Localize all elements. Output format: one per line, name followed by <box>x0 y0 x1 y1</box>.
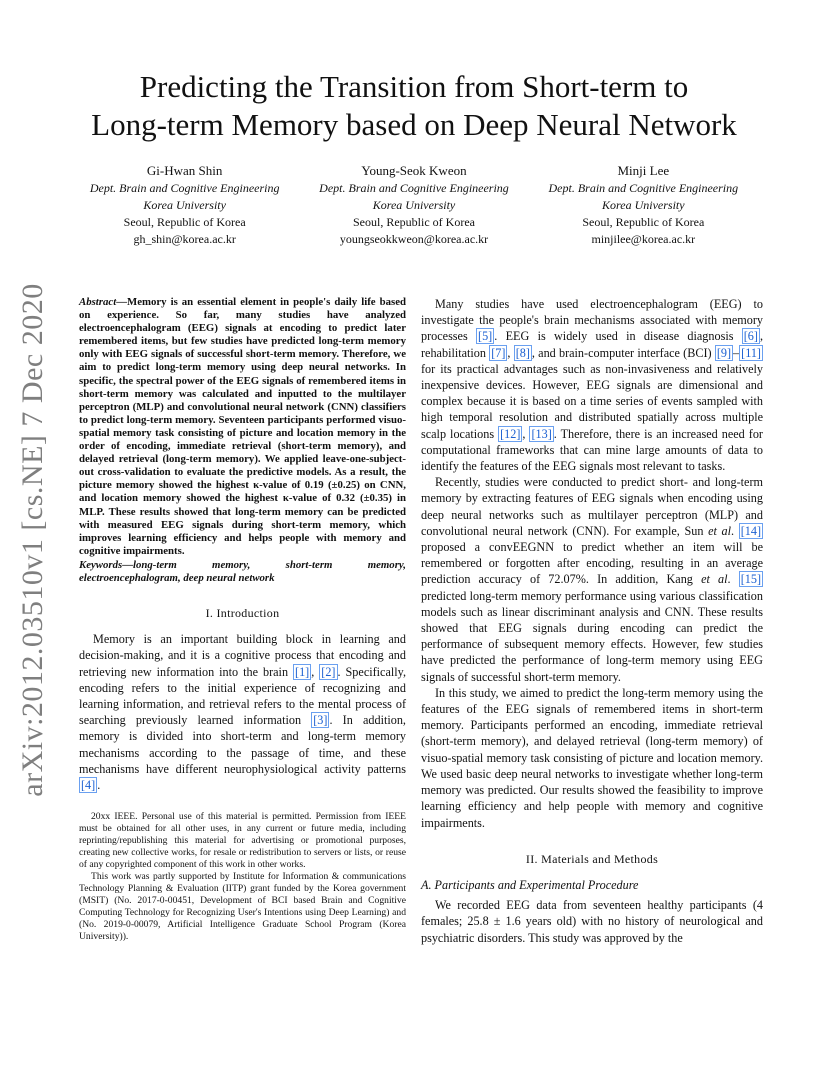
keywords: Keywords—long-term memory, short-term memory, electroencephalogram, deep neural network <box>79 558 406 584</box>
author-2 <box>299 162 528 248</box>
author-3 <box>529 162 758 248</box>
paper-title <box>40 68 788 144</box>
author-dept: Dept. Brain and Cognitive Engineering <box>89 181 280 195</box>
citation-link[interactable]: [11] <box>741 345 761 360</box>
author-city: Seoul, Republic of Korea <box>353 215 475 229</box>
citation-link[interactable]: [7] <box>491 345 506 360</box>
citation-link[interactable]: [8] <box>515 345 530 360</box>
section-heading-introduction: I. Introduction <box>205 606 280 621</box>
citation-link[interactable]: [12] <box>500 426 521 441</box>
abstract-text: —Memory is an essential element in people's daily life based on experience. So far, many studies have analyzed electroencephalogram (EEG) signals at encoding to predict later remembered items, but few studies have predicted long-term memory only with EEG signals of successful short-term memory. Therefore, we aim to predict long-term memory using deep neural networks. In specific, the spectral power of the EEG signals of remembered items in short-term memory was calculated and inputted to the multilayer perceptron (MLP) and convolutional neural network (CNN) classifiers to predict long-term memory. Seventeen participants performed visuo-spatial memory task consisting of picture and location memory in the order of encoding, immediate retrieval (short-term memory), and delayed retrieval (long-term memory). We applied leave-one-subject-out cross-validation to evaluate the predictive models. As a result, the picture memory showed the highest κ-value of 0.19 (±0.25) on CNN, and location memory showed the highest κ-value of 0.32 (±0.35) in MLP. These results showed that long-term memory can be predicted with measured EEG signals during short-term memory, which improves learning efficiency and helps people with memory and cognitive impairments. <box>79 296 406 557</box>
arxiv-sidebar-stamp: arXiv:2012.03510v1 [cs.NE] 7 Dec 2020 <box>16 283 49 797</box>
copyright-note: 20xx IEEE. Personal use of this material is permitted. Permission from IEEE must be obtained for all other uses, in any current or future media, including reprinting/republishing this material for advertising or promotional purposes, creating new collective works, for resale or redistribution to servers or lists, or reuse of any copyrighted component of this work in other works. <box>79 811 406 871</box>
left-column <box>79 296 406 943</box>
author-1 <box>70 162 299 248</box>
right-column <box>421 296 763 946</box>
citation-link[interactable]: [6] <box>743 329 758 344</box>
citation-link[interactable]: [2] <box>321 664 336 679</box>
author-univ: Korea University <box>143 198 226 212</box>
section-heading-methods: II. Materials and Methods <box>525 851 659 866</box>
author-email: gh_shin@korea.ac.kr <box>133 232 236 246</box>
intro-paragraph: Memory is an important building block in learning and decision-making, and it is a cognitive process that encoding and retrieving new information into the brain [1] , [2] . Specifically, encoding refers to the initial experience of recognizing and learning information, and retrieval refers to the mental process of searching previously learned information [3] . In addition, memory is divided into short-term and long-term memory mechanisms according to the passage of time, and these mechanisms have different neurophysiological activity patterns [4] . <box>79 632 406 793</box>
author-block <box>70 162 758 248</box>
body-paragraph: Many studies have used electroencephalogram (EEG) to investigate the people's brain mechanisms associated with memory processes [5] . EEG is widely used in disease diagnosis [6] , rehabilitation [7] , [8] , and brain-computer interface (BCI) [9] – [11] for its practical advantages such as non-invasiveness and relatively inexpensive devices. However, EEG signals are dimensional and complex because it is based on a time series of events sampled with high temporal resolution and distributed spatially across multiple scalp locations [12] , [13] . Therefore, there is an increased need for computational frameworks that can mine large amounts of data to identify the features of the EEG signals most relevant to tasks. <box>421 297 764 474</box>
citation-link[interactable]: [15] <box>740 572 762 587</box>
author-name: Gi-Hwan Shin <box>146 163 223 178</box>
author-city: Seoul, Republic of Korea <box>582 215 705 229</box>
author-name: Young-Seok Kweon <box>361 163 467 178</box>
citation-link[interactable]: [1] <box>295 664 310 679</box>
body-paragraph: In this study, we aimed to predict the long-term memory using the features of the EEG signals of remembered items in short-term memory. Participants performed an encoding, immediate retrieval (short-term memory), and delayed retrieval (long-term memory) of visuo-spatial memory task consisting of picture and location memory. We used basic deep neural networks to investigate whether long-term memory was predicted. Our results showed the feasibility to improve learning efficiency and help people with memory and cognitive impairments. <box>421 685 763 830</box>
abstract <box>79 296 406 558</box>
author-univ: Korea University <box>602 198 685 212</box>
citation-link[interactable]: [4] <box>81 778 96 793</box>
author-name: Minji Lee <box>617 163 670 178</box>
author-email: youngseokkweon@korea.ac.kr <box>339 232 489 246</box>
body-paragraph: We recorded EEG data from seventeen healthy participants (4 females; 25.8 ± 1.6 years old) with no history of neurological and psychiatric disorders. This study was approved by the <box>421 898 763 945</box>
funding-note: This work was partly supported by Institute for Information & communications Technology Planning & Evaluation (IITP) grant funded by the Korea government (MSIT) (No. 2017-0-00451, Development of BCI based Brain and Cognitive Computing Technology for Recognizing User's Intentions using Deep Learning) and (No. 2019-0-00079, Artificial Intelligence Graduate School Program (Korea University)). <box>79 871 406 943</box>
subsection-heading: A. Participants and Experimental Procedure <box>421 877 639 892</box>
citation-link[interactable]: [14] <box>740 523 762 538</box>
citation-link[interactable]: [13] <box>531 426 552 441</box>
author-city: Seoul, Republic of Korea <box>123 215 246 229</box>
citation-link[interactable]: [5] <box>478 329 493 344</box>
author-dept: Dept. Brain and Cognitive Engineering <box>548 181 739 195</box>
footnote <box>79 811 406 943</box>
author-email: minjilee@korea.ac.kr <box>591 232 696 246</box>
citation-link[interactable]: [9] <box>716 345 732 360</box>
author-univ: Korea University <box>372 198 456 212</box>
title-line-2: Long-term Memory based on Deep Neural Network <box>91 107 737 142</box>
citation-link[interactable]: [3] <box>313 713 328 728</box>
author-dept: Dept. Brain and Cognitive Engineering <box>319 181 509 195</box>
title-line-1: Predicting the Transition from Short-term to <box>139 69 689 104</box>
abstract-lead: Abstract <box>79 296 117 308</box>
body-paragraph: Recently, studies were conducted to predict short- and long-term memory by extracting features of EEG signals when encoding using deep neural networks such as multilayer perceptron (MLP) and convolutional neural network (CNN). For example, Sun et al. [14] proposed a convEEGNN to predict whether an item will be remembered or forgotten after encoding, resulting in an average prediction accuracy of 72.07%. In addition, Kang et al. [15] predicted long-term memory performance using various classification models such as linear discriminant analysis and CNN. These results showed that EEG signals during encoding can predict the performance of subsequent memory effects. However, few studies have predicted the performance of long-term memory using EEG signals of successful short-term memory. <box>421 475 763 684</box>
